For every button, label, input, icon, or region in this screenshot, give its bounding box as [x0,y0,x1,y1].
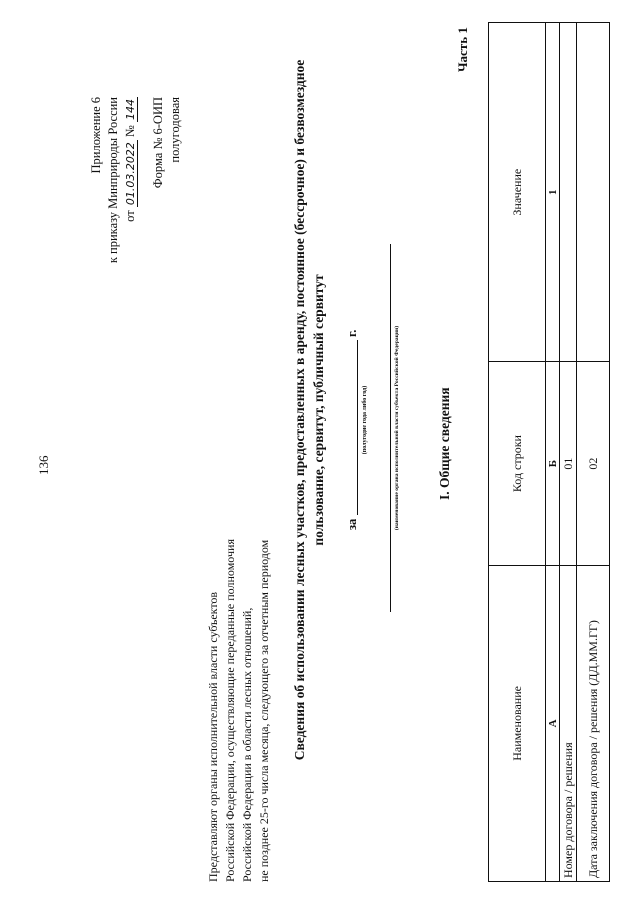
row-name: Номер договора / решения [560,565,577,881]
table-row [577,23,610,882]
submitters-line: Российской Федерации, осуществляющие переданные полномочия [223,539,237,882]
submitters-line: не позднее 25-го числа месяца, следующего за отчетным периодом [257,539,271,882]
submitters-line: Российской Федерации в области лесных отношений, [240,607,254,882]
row-name: Дата заключения договора / решения (ДД.ММ.ГГ) [577,565,610,881]
submitters-block [205,539,273,882]
appendix-block [88,97,139,263]
header-name: Наименование [489,565,546,881]
appendix-line2: к приказу Минприроды России [106,97,120,264]
order-date: 01.03.2022 [124,142,137,206]
table-letter-row [546,23,560,882]
date-prefix: от [123,210,137,222]
title-line2: пользование, сервитут, публичный сервитут [311,274,326,546]
row-value-cell[interactable] [560,23,577,362]
number-prefix: № [123,125,137,138]
title-line1: Сведения об использовании лесных участков, предоставленных в аренду, постоянное (бессрочное) и безвозмездное [292,59,307,761]
page-number: 136 [36,455,51,475]
row-code: 01 [560,362,577,565]
part-label: Часть 1 [455,27,470,72]
period-fill-line [357,340,358,515]
document-title [290,10,328,810]
period-caption: (полугодие года либо год) [362,385,368,455]
appendix-order-line [122,97,139,263]
appendix-line1: Приложение 6 [89,97,103,174]
general-info-table [488,22,610,882]
letter-a: А [546,565,560,881]
form-block [150,97,184,188]
organ-caption: (наименование органа исполнительной власти субъекта Российской Федерации) [394,325,400,531]
table-header-row [489,23,546,882]
period-suffix: г. [345,329,359,337]
header-code: Код строки [489,362,546,565]
table-row [560,23,577,882]
organ-fill-line [390,244,391,612]
form-name: Форма № 6-ОИП [151,97,165,189]
section-title: I. Общие сведения [437,387,452,500]
letter-b: Б [546,362,560,565]
period-prefix: за [345,518,359,530]
letter-1: 1 [546,23,560,362]
header-value: Значение [489,23,546,362]
submitters-line: Представляют органы исполнительной власти субъектов [206,591,220,882]
order-number: 144 [124,99,137,120]
row-code: 02 [577,362,610,565]
row-value-cell[interactable] [577,23,610,362]
form-periodicity: полугодовая [168,97,182,163]
